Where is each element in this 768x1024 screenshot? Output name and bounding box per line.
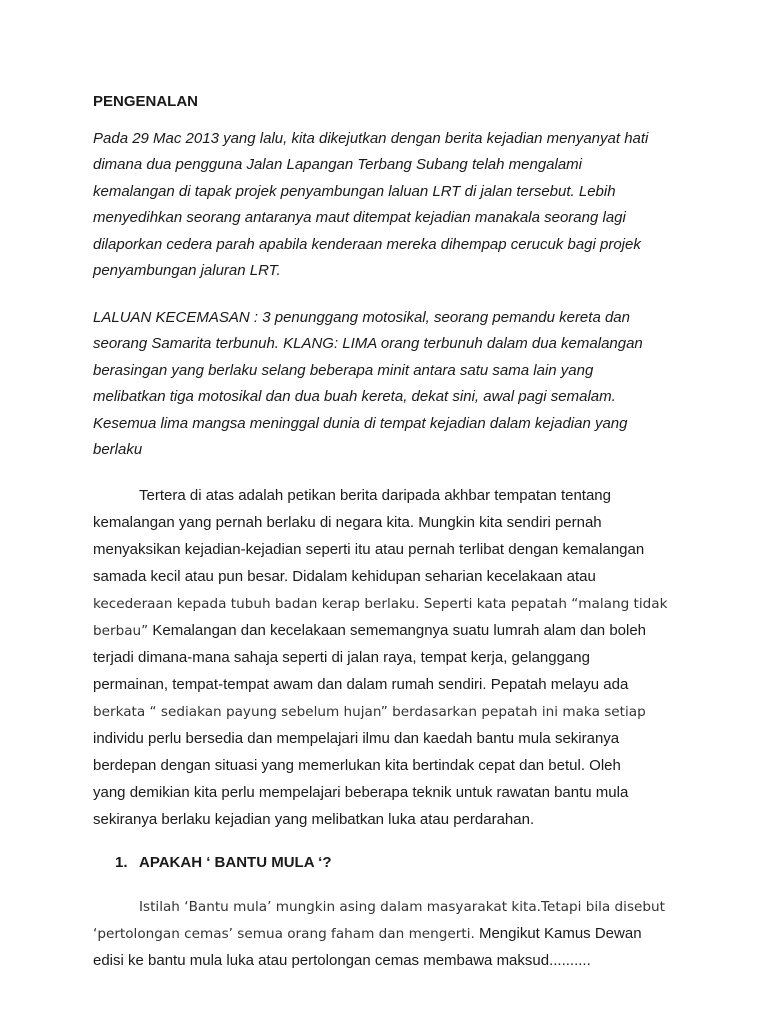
news-line: Kesemua lima mangsa meninggal dunia di tempat kejadian dalam kejadian yang	[93, 415, 628, 432]
body-line: berdepan dengan situasi yang memerlukan kita bertindak cepat dan betul. Oleh	[93, 757, 621, 774]
intro-line: dilaporkan cedera parah apabila kenderaan mereka dihempap cerucuk bagi projek	[93, 236, 641, 253]
body-line: Tertera di atas adalah petikan berita daripada akhbar tempatan tentang	[139, 487, 611, 504]
news-line: berasingan yang berlaku selang beberapa minit antara satu sama lain yang	[93, 362, 594, 379]
body-line: berkata “ sediakan payung sebelum hujan” berdasarkan pepatah ini maka setiap	[93, 704, 646, 720]
intro-line: penyambungan jaluran LRT.	[93, 262, 281, 279]
intro-line: kemalangan di tapak projek penyambungan laluan LRT di jalan tersebut. Lebih	[93, 183, 616, 200]
heading-pengenalan: PENGENALAN	[93, 93, 199, 110]
body-line: samada kecil atau pun besar. Didalam kehidupan seharian kecelakaan atau	[93, 568, 596, 585]
body-line: kecederaan kepada tubuh badan kerap berlaku. Seperti kata pepatah “malang tidak	[93, 596, 668, 612]
section-line: edisi ke bantu mula luka atau pertolongan cemas membawa maksud..........	[93, 952, 591, 969]
section-title: APAKAH ‘ BANTU MULA ‘?	[139, 854, 332, 871]
intro-line: dimana dua pengguna Jalan Lapangan Terbang Subang telah mengalami	[93, 156, 583, 173]
section-line	[93, 924, 642, 944]
section-line-rest: Mengikut Kamus Dewan	[474, 925, 642, 942]
news-line: berlaku	[93, 441, 143, 458]
news-line: LALUAN KECEMASAN : 3 penunggang motosikal, seorang pemandu kereta dan	[93, 309, 630, 326]
intro-line: Pada 29 Mac 2013 yang lalu, kita dikejutkan dengan berita kejadian menyanyat hati	[93, 130, 649, 147]
section-line: Istilah ‘Bantu mula’ mungkin asing dalam masyarakat kita.Tetapi bila disebut	[139, 899, 665, 915]
intro-line: menyedihkan seorang antaranya maut ditempat kejadian manakala seorang lagi	[93, 209, 626, 226]
body-line: kemalangan yang pernah berlaku di negara kita. Mungkin kita sendiri pernah	[93, 514, 602, 531]
body-line-quote: berbau”	[93, 623, 149, 639]
section-number: 1.	[115, 854, 128, 871]
section-line-part: ‘pertolongan cemas’ semua orang faham dan mengerti.	[93, 926, 475, 942]
body-line-rest: Kemalangan dan kecelakaan sememangnya suatu lumrah alam dan boleh	[148, 622, 647, 639]
body-line: individu perlu bersedia dan mempelajari ilmu dan kaedah bantu mula sekiranya	[93, 730, 620, 747]
body-line: terjadi dimana-mana sahaja seperti di jalan raya, tempat kerja, gelanggang	[93, 649, 590, 666]
body-line: yang demikian kita perlu mempelajari beberapa teknik untuk rawatan bantu mula	[93, 784, 629, 801]
body-line: sekiranya berlaku kejadian yang melibatkan luka atau perdarahan.	[93, 811, 535, 828]
body-line	[93, 621, 646, 641]
news-line: seorang Samarita terbunuh. KLANG: LIMA orang terbunuh dalam dua kemalangan	[93, 335, 643, 352]
body-line: permainan, tempat-tempat awam dan dalam rumah sendiri. Pepatah melayu ada	[93, 676, 629, 693]
body-line: menyaksikan kejadian-kejadian seperti itu atau pernah terlibat dengan kemalangan	[93, 541, 645, 558]
news-line: melibatkan tiga motosikal dan dua buah kereta, dekat sini, awal pagi semalam.	[93, 388, 616, 405]
